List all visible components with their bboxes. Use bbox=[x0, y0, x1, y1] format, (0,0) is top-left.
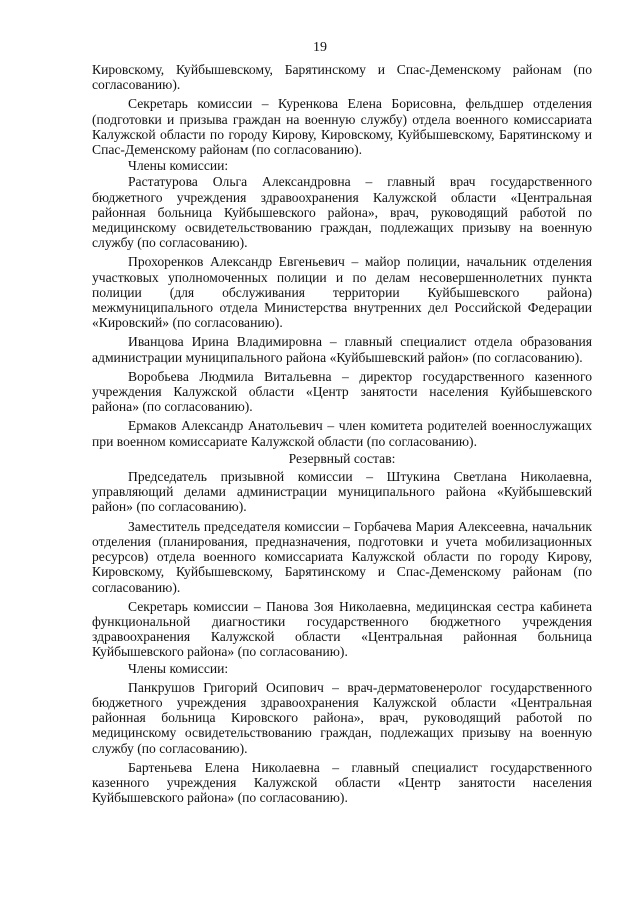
paragraph-member-rastaturova: Растатурова Ольга Александровна – главный врач государственного бюджетного учреждения здравоохранения Калужской области «Центральная районная больница Куйбышевского района», врач, руководящий работой по медицинскому освидетельствованию граждан, подлежащих призыву на военную службу (по согласованию). bbox=[92, 174, 592, 251]
heading-reserve-members: Члены комиссии: bbox=[128, 660, 229, 676]
paragraph-reserve-secretary: Секретарь комиссии – Панова Зоя Николаевна, медицинская сестра кабинета функциональной диагностики государственного бюджетного учреждения здравоохранения Калужской области «Центральная районная больница Куйбышевского района» (по согласованию). bbox=[92, 598, 592, 660]
paragraph-member-pankrushov: Панкрушов Григорий Осипович – врач-дерматовенеролог государственного бюджетного учреждения здравоохранения Калужской области «Центральная районная больница Кировского района», врач, руководящий работой по медицинскому освидетельствованию граждан, подлежащих призыву на военную службу (по согласованию). bbox=[92, 679, 592, 756]
paragraph-commission-secretary: Секретарь комиссии – Куренкова Елена Борисовна, фельдшер отделения (подготовки и призыва граждан на военную службу) отдела военного комиссариата Калужской области по городу Кирову, Кировскому, Куйбышевскому, Барятинскому и Спас-Деменскому районам (по согласованию). bbox=[92, 96, 592, 158]
paragraph-member-vorobyeva: Воробьева Людмила Витальевна – директор государственного казенного учреждения Калужской области «Центр занятости населения Куйбышевского района» (по согласованию). bbox=[92, 368, 592, 415]
document-body bbox=[92, 62, 592, 806]
heading-reserve-composition: Резервный состав: bbox=[288, 450, 396, 466]
paragraph-member-ermakov: Ермаков Александр Анатольевич – член комитета родителей военнослужащих при военном комиссариате Калужской области (по согласованию). bbox=[92, 418, 592, 449]
paragraph-member-bartenyeva: Бартеньева Елена Николаевна – главный специалист государственного казенного учреждения Калужской области «Центр занятости населения Куйбышевского района» (по согласованию). bbox=[92, 759, 592, 806]
page-number: 19 bbox=[313, 40, 327, 55]
paragraph-reserve-chairman: Председатель призывной комиссии – Штукина Светлана Николаевна, управляющий делами администрации муниципального района «Куйбышевский район» (по согласованию). bbox=[92, 469, 592, 515]
paragraph-member-ivantsova: Иванцова Ирина Владимировна – главный специалист отдела образования администрации муниципального района «Куйбышевский район» (по согласованию). bbox=[92, 334, 592, 365]
paragraph-continuation: Кировскому, Куйбышевскому, Барятинскому и Спас-Деменскому районам (по согласованию). bbox=[92, 62, 592, 93]
paragraph-reserve-deputy-chairman: Заместитель председателя комиссии – Горбачева Мария Алексеевна, начальник отделения (планирования, предназначения, подготовки и учета мобилизационных ресурсов) отдела военного комиссариата Калужской области по городу Кирову, Кировскому, Куйбышевскому, Барятинскому и Спас-Деменскому районам (по согласованию). bbox=[92, 518, 592, 595]
paragraph-member-prokhorenkov: Прохоренков Александр Евгеньевич – майор полиции, начальник отделения участковых уполномоченных полиции и по делам несовершеннолетних пункта полиции (для обслуживания территории Куйбышевского района) межмуниципального отдела Министерства внутренних дел Российской Федерации «Кировский» (по согласованию). bbox=[92, 254, 592, 331]
heading-commission-members: Члены комиссии: bbox=[128, 158, 229, 174]
